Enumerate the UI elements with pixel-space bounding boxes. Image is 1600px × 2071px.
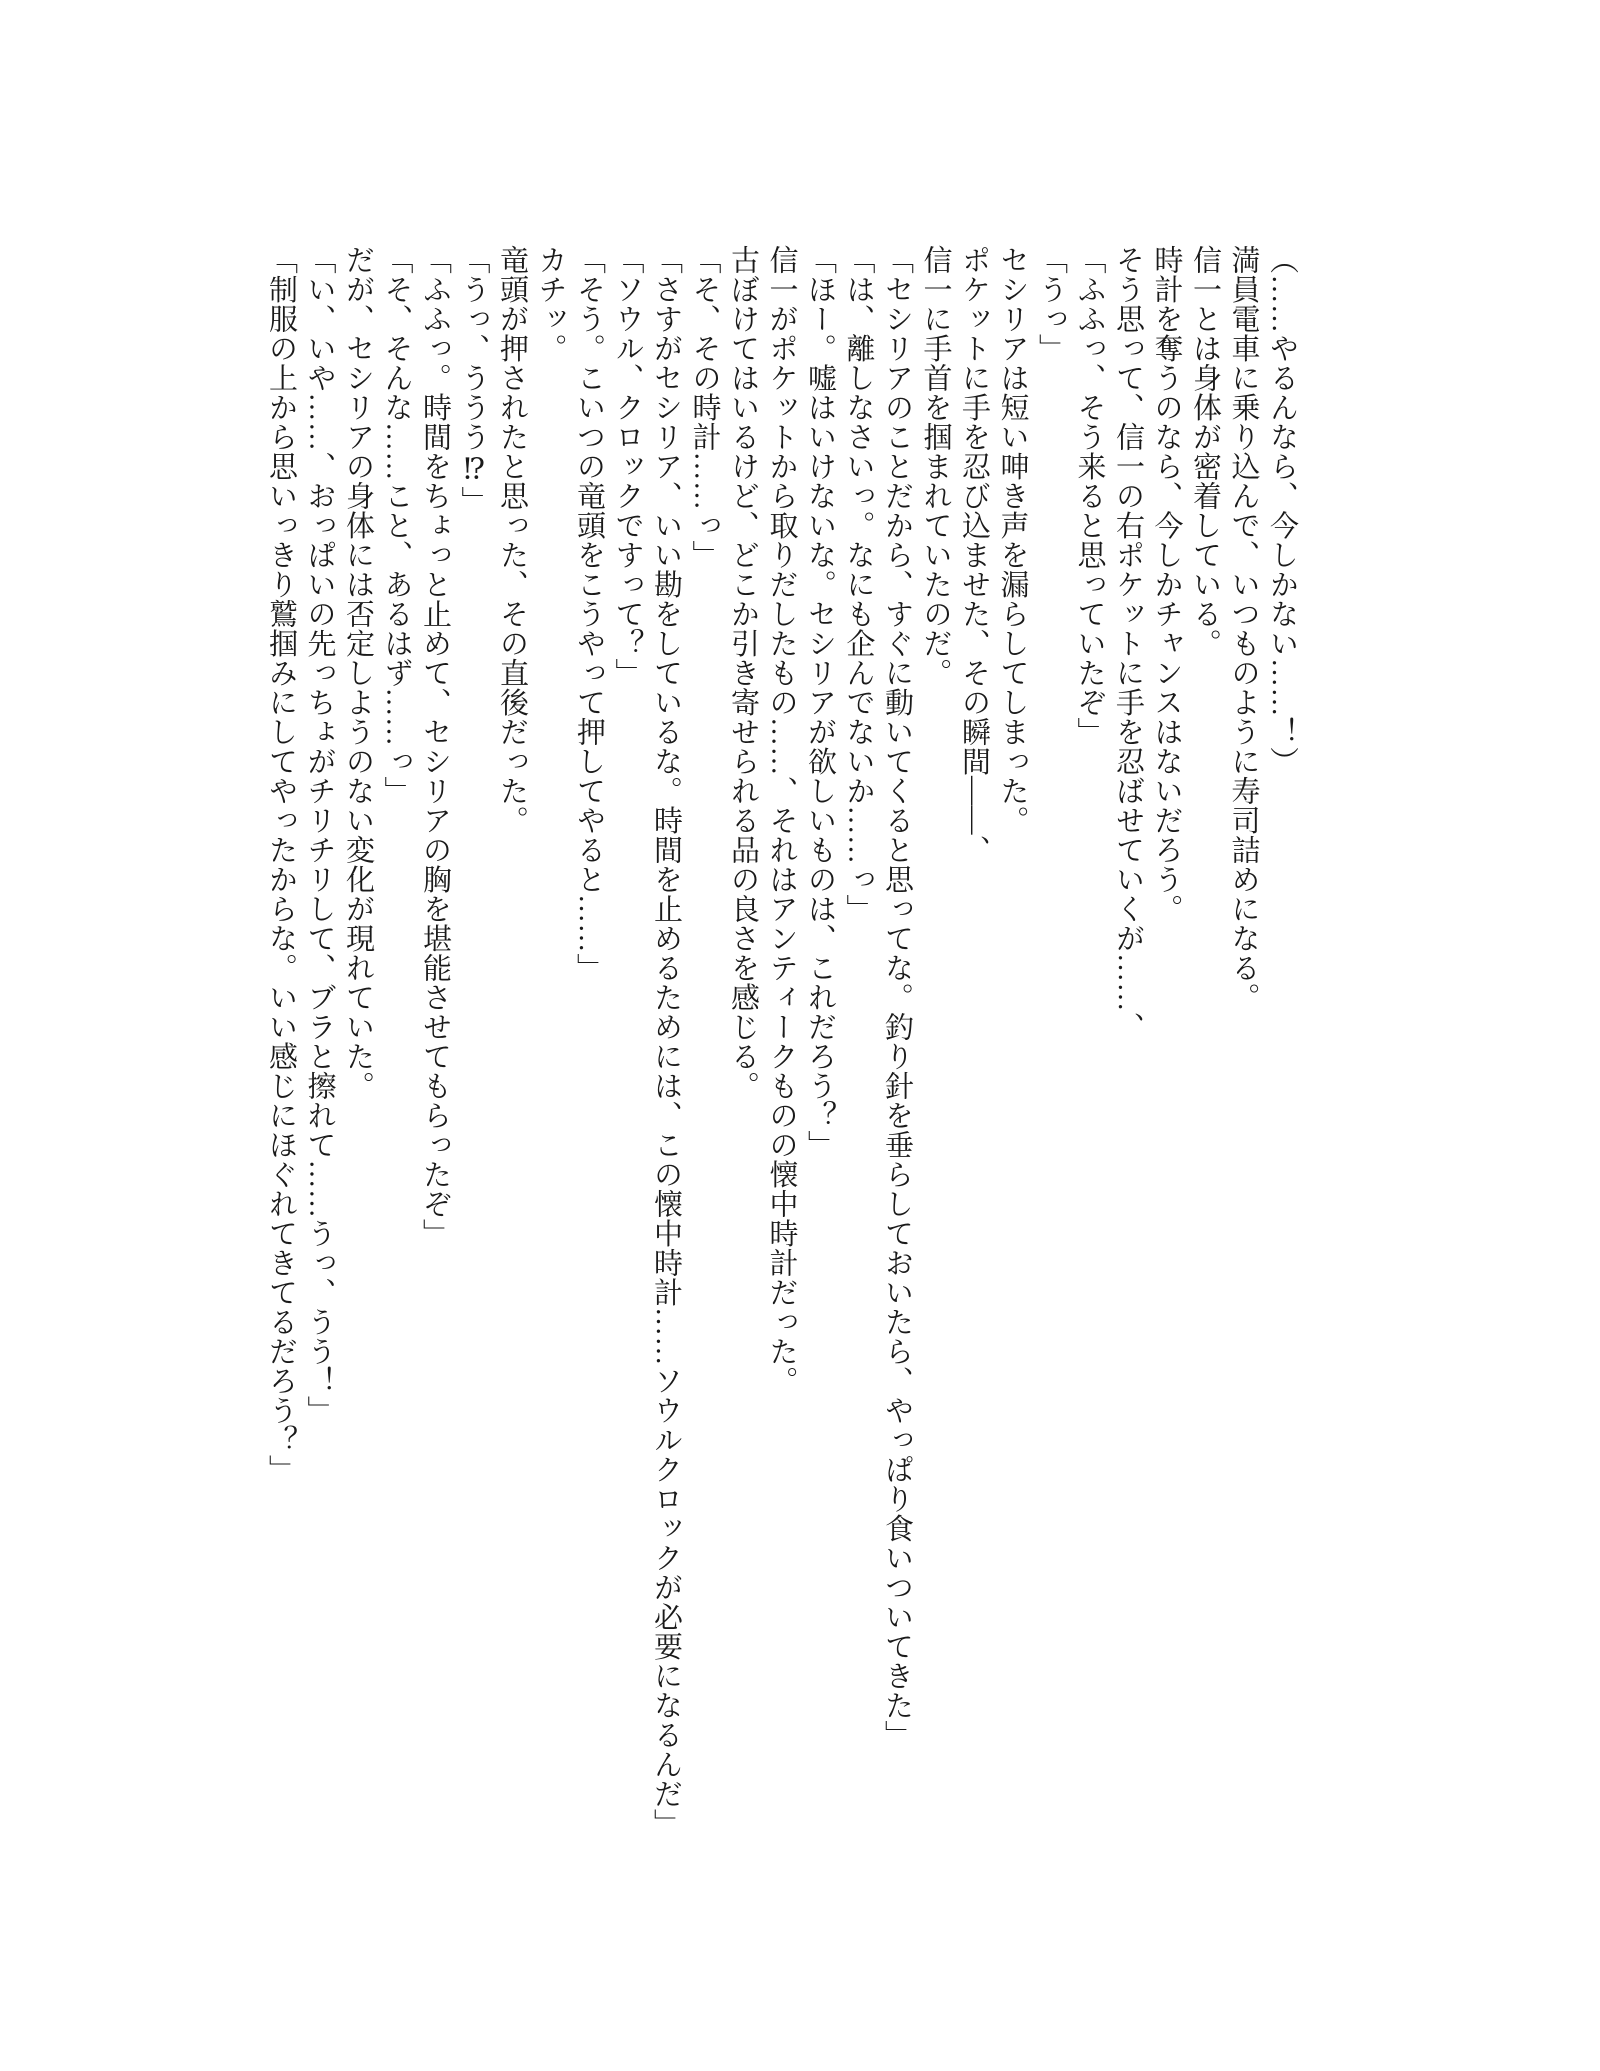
- text-line: 「うっ、ううう⁉」: [457, 245, 490, 516]
- text-line: 「ふふっ、そう来ると思っていたぞ」: [1073, 245, 1106, 747]
- text-line: 「そう。こいつの竜頭をこうやって押してやると……」: [573, 245, 605, 983]
- text-line: 信一に手首を掴まれていたのだ。: [919, 245, 952, 688]
- text-line: 満員電車に乗り込んで、いつものように寿司詰めになる。: [1227, 245, 1260, 1012]
- text-line: 「そ、その時計……っ」: [688, 245, 721, 570]
- text-line: 「は、離しなさいっ。なにも企んでないか……っ」: [842, 245, 875, 924]
- text-line: 「セシリアのことだから、すぐに動いてくると思ってな。釣り針を垂らしておいたら、やっぱり食いついてきた」: [881, 245, 913, 1750]
- text-line: ポケットに手を忍び込ませた、その瞬間――、: [958, 245, 990, 865]
- text-line: 「ふふっ。時間をちょっと止めて、セシリアの胸を堪能させてもらったぞ」: [419, 245, 451, 1248]
- text-line: 「そ、そんな……こと、あるはず……っ」: [380, 245, 413, 806]
- text-line: 「うっ」: [1035, 245, 1067, 363]
- text-line: そう思って、信一の右ポケットに手を忍ばせていくが……、: [1112, 245, 1144, 1042]
- text-line: 「制服の上から思いっきり鷲掴みにしてやったからな。いい感じにほぐれてきてるだろう？」: [265, 245, 297, 1484]
- text-line: 「ほー。嘘はいけないな。セシリアが欲しいものは、これだろう？」: [804, 245, 836, 1160]
- text-line: だが、セシリアの身体には否定しようのない変化が現れていた。: [342, 245, 374, 1101]
- text-line: カチッ。: [534, 245, 567, 363]
- text-line: 竜頭が押されたと思った、その直後だった。: [496, 245, 528, 835]
- text-line: 「ソウル、クロックですって？」: [611, 245, 644, 688]
- text-line: 「さすがセシリア、いい勘をしているな。時間を止めるためには、この懐中時計……ソウルクロックが必要になるんだ」: [650, 245, 682, 1838]
- text-line: 信一とは身体が密着している。: [1189, 245, 1221, 658]
- text-line: （……やるんなら、今しかない……！）: [1266, 245, 1298, 776]
- text-line: 古ぼけてはいるけど、どこか引き寄せられる品の良さを感じる。: [727, 245, 759, 1101]
- text-line: 信一がポケットから取りだしたもの……、それはアンティークものの懐中時計だった。: [765, 245, 798, 1396]
- text-line: セシリアは短い呻き声を漏らしてしまった。: [996, 245, 1029, 835]
- text-line: 時計を奪うのなら、今しかチャンスはないだろう。: [1150, 245, 1183, 924]
- vertical-text-block: [262, 245, 1302, 1845]
- text-line: 「い、いや……、おっぱいの先っちょがチリチリして、ブラと擦れて……うっ、うう！」: [303, 245, 336, 1425]
